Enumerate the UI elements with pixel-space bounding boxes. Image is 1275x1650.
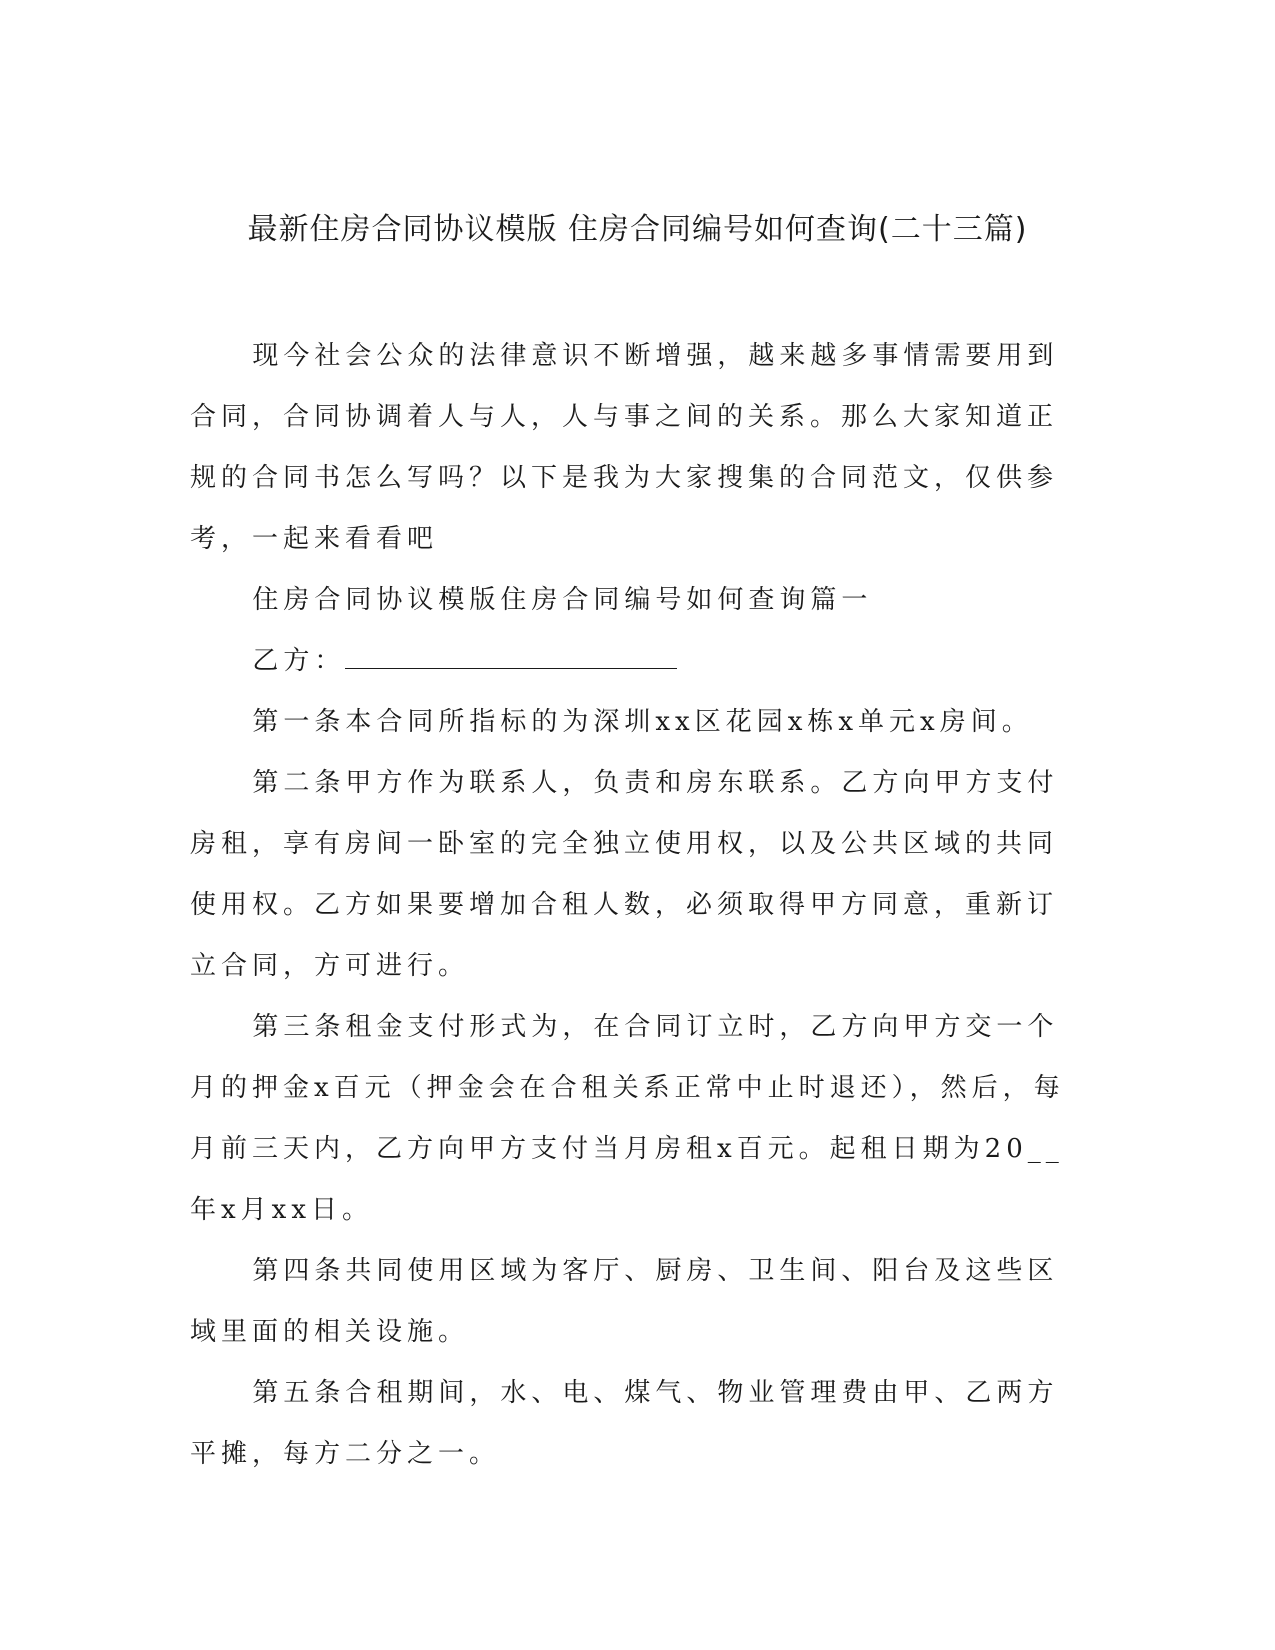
clause-2: 第二条甲方作为联系人，负责和房东联系。乙方向甲方支付房租，享有房间一卧室的完全独立使用权，以及公共区域的共同使用权。乙方如果要增加合租人数，必须取得甲方同意，重新订立合同，方可进行。: [190, 768, 1059, 981]
clause-5: 第五条合租期间，水、电、煤气、物业管理费由甲、乙两方平摊，每方二分之一。: [190, 1378, 1059, 1469]
intro-paragraph: 现今社会公众的法律意识不断增强，越来越多事情需要用到合同，合同协调着人与人，人与事之间的关系。那么大家知道正规的合同书怎么写吗？以下是我为大家搜集的合同范文，仅供参考，一起来看看吧: [190, 341, 1059, 554]
document-body: [190, 326, 1085, 1485]
party-b-label: 乙方：: [252, 646, 346, 676]
clause-3: 第三条租金支付形式为，在合同订立时，乙方向甲方交一个月的押金x百元（押金会在合租关系正常中止时退还），然后，每月前三天内，乙方向甲方支付当月房租x百元。起租日期为20__年x月xx日。: [190, 1012, 1065, 1225]
party-b-blank-line: [345, 642, 677, 669]
document-title: 最新住房合同协议模版 住房合同编号如何查询(二十三篇): [247, 212, 1028, 247]
clause-4: 第四条共同使用区域为客厅、厨房、卫生间、阳台及这些区域里面的相关设施。: [190, 1256, 1059, 1347]
clause-1: 第一条本合同所指标的为深圳xx区花园x栋x单元x房间。: [252, 707, 1033, 737]
party-b-line: [190, 631, 1085, 692]
section-heading: 住房合同协议模版住房合同编号如何查询篇一: [252, 585, 873, 615]
